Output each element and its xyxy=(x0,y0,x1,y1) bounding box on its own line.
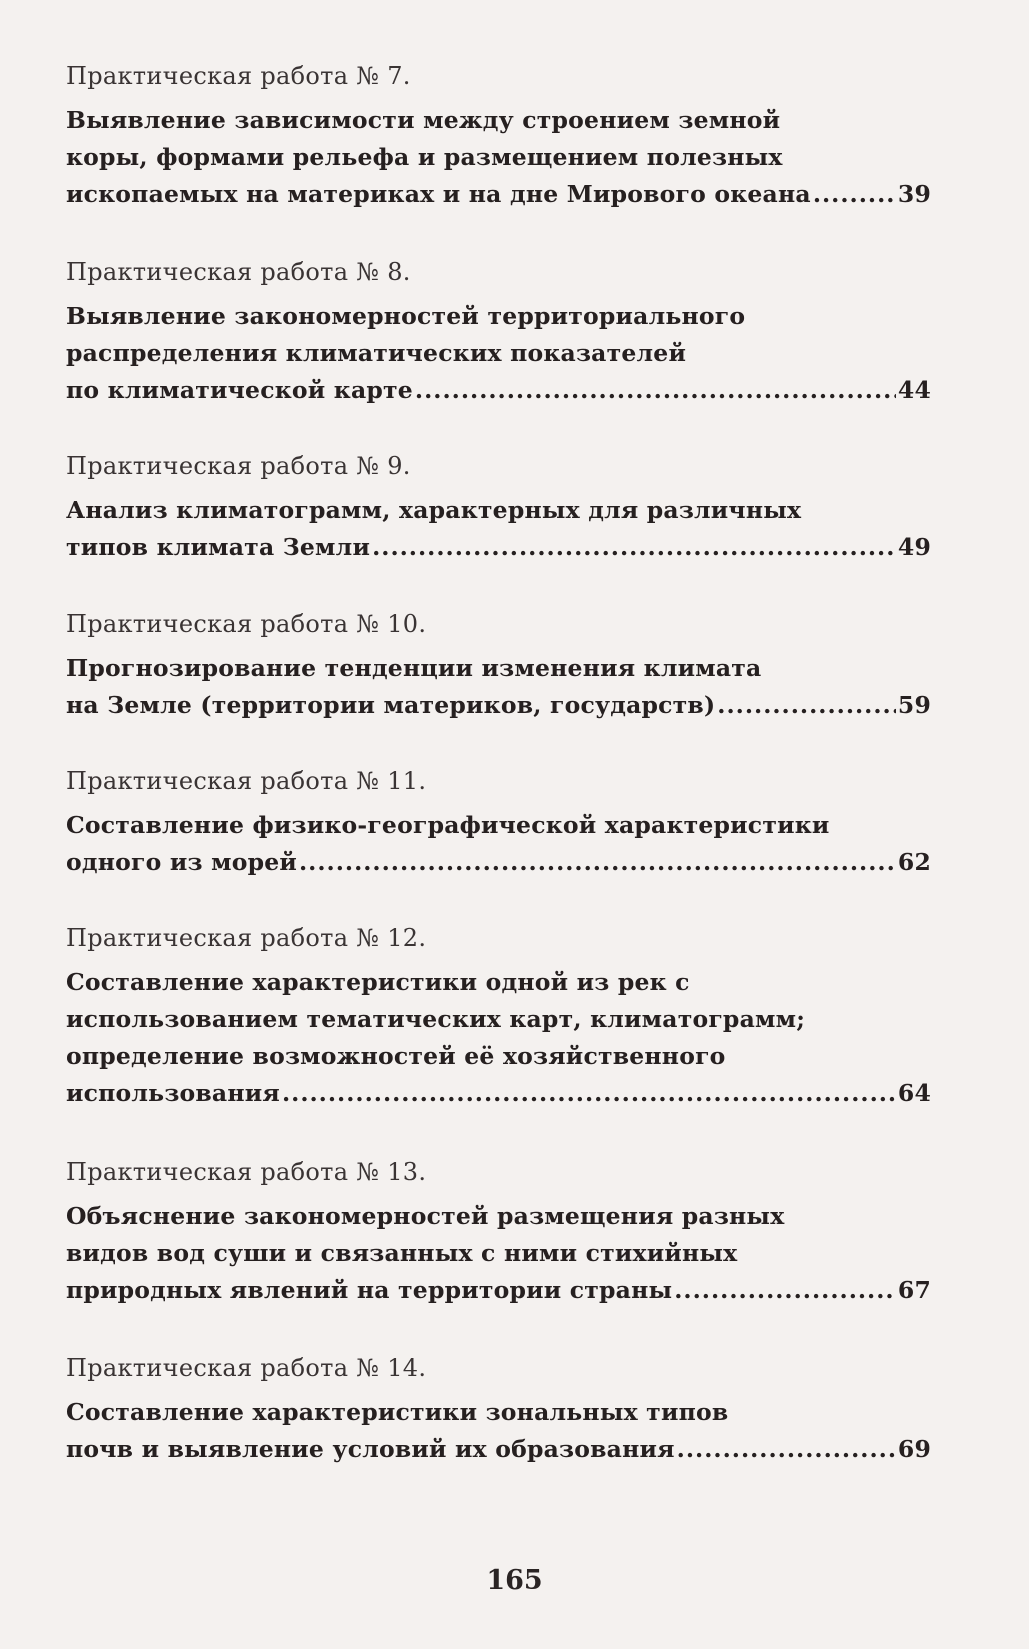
toc-entry-11 xyxy=(66,763,931,881)
toc-entry-14 xyxy=(66,1350,931,1468)
title-line: Составление физико-географической характеристики xyxy=(66,811,830,839)
title-last-line xyxy=(66,372,931,409)
toc-entry-9 xyxy=(66,448,931,566)
title-line: Объяснение закономерностей размещения разных xyxy=(66,1202,785,1230)
entry-page-number: 67 xyxy=(897,1276,931,1304)
title-line: Составление характеристики одной из рек с xyxy=(66,968,690,996)
entry-page-number: 44 xyxy=(897,376,931,404)
entry-title xyxy=(66,650,931,724)
title-line: на Земле (территории материков, государств) xyxy=(66,691,716,719)
entry-heading: Практическая работа № 9. xyxy=(66,452,411,480)
title-last-line xyxy=(66,529,931,566)
toc-entry-7 xyxy=(66,58,931,213)
entry-page-number: 64 xyxy=(897,1079,931,1107)
entry-heading: Практическая работа № 10. xyxy=(66,610,427,638)
toc-entry-12 xyxy=(66,920,931,1112)
title-last-line xyxy=(66,844,931,881)
entry-heading: Практическая работа № 8. xyxy=(66,258,411,286)
entry-heading: Практическая работа № 11. xyxy=(66,767,427,795)
title-line: по климатической карте xyxy=(66,376,413,404)
entry-page-number: 39 xyxy=(897,180,931,208)
dot-leader xyxy=(372,529,896,566)
entry-heading: Практическая работа № 12. xyxy=(66,924,427,952)
dot-leader xyxy=(282,1075,896,1112)
toc-entry-13 xyxy=(66,1154,931,1309)
title-line: использованием тематических карт, климатограмм; xyxy=(66,1005,806,1033)
dot-leader xyxy=(415,372,896,409)
entry-heading: Практическая работа № 7. xyxy=(66,62,411,90)
title-line: Выявление закономерностей территориального xyxy=(66,302,746,330)
entry-title xyxy=(66,964,931,1112)
title-line: распределения климатических показателей xyxy=(66,339,687,367)
dot-leader xyxy=(299,844,896,881)
entry-page-number: 69 xyxy=(897,1435,931,1463)
title-line: одного из морей xyxy=(66,848,297,876)
title-line: видов вод суши и связанных с ними стихийных xyxy=(66,1239,738,1267)
title-last-line xyxy=(66,176,931,213)
entry-title xyxy=(66,298,931,409)
title-line: Выявление зависимости между строением земной xyxy=(66,106,781,134)
toc-entry-10 xyxy=(66,606,931,724)
entry-page-number: 59 xyxy=(897,691,931,719)
title-line: почв и выявление условий их образования xyxy=(66,1435,675,1463)
title-last-line xyxy=(66,1272,931,1309)
entry-page-number: 62 xyxy=(897,848,931,876)
title-last-line xyxy=(66,1431,931,1468)
dot-leader xyxy=(717,687,896,724)
dot-leader xyxy=(813,176,896,213)
title-last-line xyxy=(66,1075,931,1112)
title-line: Анализ климатограмм, характерных для различных xyxy=(66,496,802,524)
entry-title xyxy=(66,1198,931,1309)
title-line: природных явлений на территории страны xyxy=(66,1276,673,1304)
title-line: коры, формами рельефа и размещением полезных xyxy=(66,143,783,171)
dot-leader xyxy=(677,1431,896,1468)
title-line: Составление характеристики зональных типов xyxy=(66,1398,729,1426)
title-line: Прогнозирование тенденции изменения климата xyxy=(66,654,762,682)
entry-title xyxy=(66,102,931,213)
entry-heading: Практическая работа № 13. xyxy=(66,1158,427,1186)
entry-heading: Практическая работа № 14. xyxy=(66,1354,427,1382)
toc-entry-8 xyxy=(66,254,931,409)
title-line: типов климата Земли xyxy=(66,533,371,561)
entry-title xyxy=(66,492,931,566)
title-line: ископаемых на материках и на дне Мирового океана xyxy=(66,180,811,208)
entry-title xyxy=(66,807,931,881)
title-last-line xyxy=(66,687,931,724)
title-line: определение возможностей её хозяйственного xyxy=(66,1042,726,1070)
dot-leader xyxy=(674,1272,896,1309)
entry-title xyxy=(66,1394,931,1468)
title-line: использования xyxy=(66,1079,280,1107)
page-number: 165 xyxy=(486,1565,543,1596)
entry-page-number: 49 xyxy=(897,533,931,561)
